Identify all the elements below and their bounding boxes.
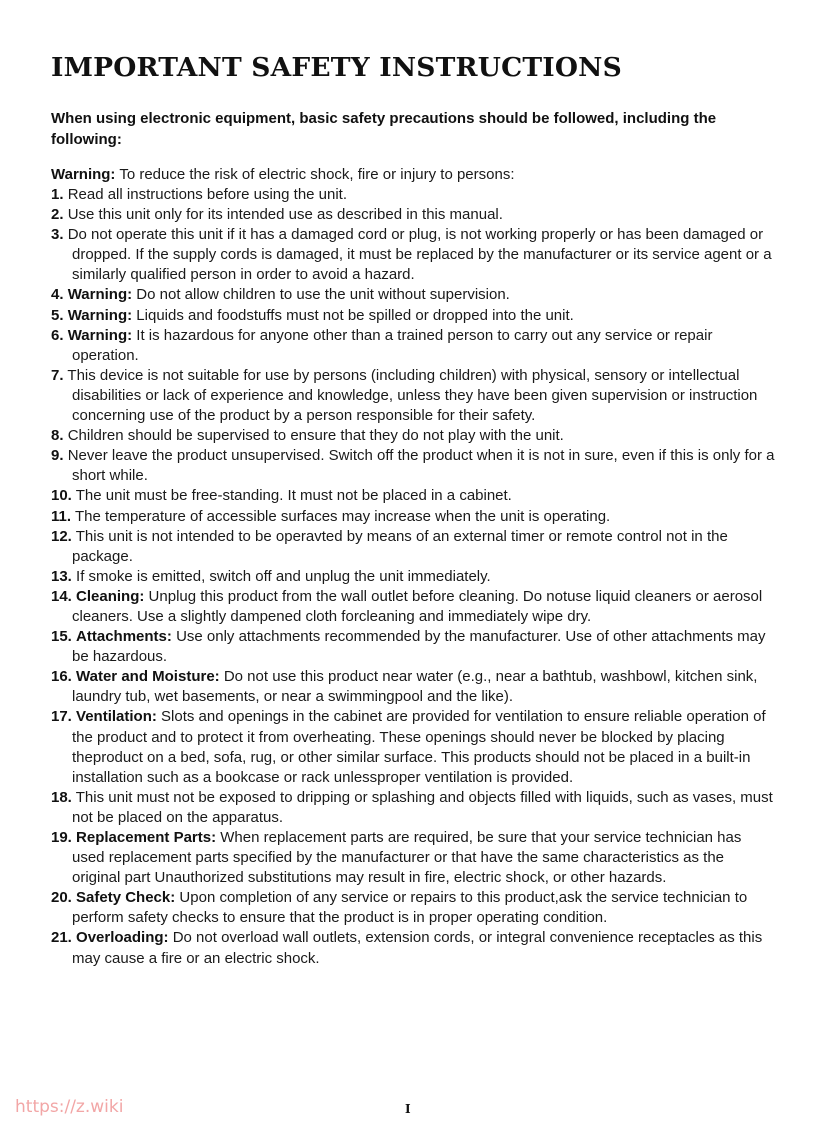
item-text: This device is not suitable for use by persons (including children) with physical, sensory or intellectual disabilities or lack of experience and knowledge, unless they have been given supervision or instruction concerning use of the product by a person responsible for their safety. xyxy=(67,366,758,425)
item-text: Slots and openings in the cabinet are provided for ventilation to ensure reliable operation of the product and to protect it from overheating. These openings should never be blocked by placing theproduct on a bed, sofa, rug, or other similar surface. This products should not be placed in a built-in installation such as a bookcase or rack unlessproper ventilation is provided. xyxy=(72,708,766,786)
item-number: 12. xyxy=(51,527,72,545)
item-text: The unit must be free-standing. It must not be placed in a cabinet. xyxy=(75,487,512,505)
item-number: 3. xyxy=(51,226,64,244)
instruction-item xyxy=(51,366,776,426)
instruction-item xyxy=(51,185,776,205)
document-page xyxy=(51,50,776,969)
instruction-item xyxy=(51,306,776,326)
item-number: 16. xyxy=(51,668,72,686)
item-text: Do not use this product near water (e.g., near a bathtub, washbowl, kitchen sink, laundry tub, wet basements, or near a swimmingpool and the like). xyxy=(72,668,758,706)
instruction-item xyxy=(51,788,776,828)
item-number: 9. xyxy=(51,447,64,465)
instruction-item xyxy=(51,426,776,446)
item-text: Use only attachments recommended by the manufacturer. Use of other attachments may be hazardous. xyxy=(72,628,766,666)
instruction-list xyxy=(51,185,776,969)
item-label: Safety Check: xyxy=(76,889,176,907)
item-number: 14. xyxy=(51,587,72,605)
item-number: 15. xyxy=(51,628,72,646)
item-number: 7. xyxy=(51,366,64,384)
item-label: Overloading: xyxy=(76,929,169,947)
instruction-item xyxy=(51,205,776,225)
instruction-item xyxy=(51,486,776,506)
item-text: Use this unit only for its intended use as described in this manual. xyxy=(67,206,503,224)
item-text: This unit must not be exposed to dripping or splashing and objects filled with liquids, such as vases, must not be placed on the apparatus. xyxy=(72,788,773,826)
item-text: It is hazardous for anyone other than a trained person to carry out any service or repair operation. xyxy=(72,326,713,364)
warning-lead xyxy=(51,165,776,185)
footer-link[interactable]: https://z.wiki xyxy=(15,1097,124,1117)
instruction-item xyxy=(51,326,776,366)
item-text: This unit is not intended to be operavted by means of an external timer or remote control not in the package. xyxy=(72,527,728,565)
item-number: 2. xyxy=(51,206,64,224)
item-text: Upon completion of any service or repairs to this product,ask the service technician to perform safety checks to ensure that the product is in proper operating condition. xyxy=(72,889,748,927)
instruction-item xyxy=(51,888,776,928)
item-number: 17. xyxy=(51,708,72,726)
instruction-item xyxy=(51,507,776,527)
item-number: 5. xyxy=(51,306,64,324)
item-number: 4. xyxy=(51,286,64,304)
page-number: I xyxy=(405,1102,411,1116)
item-label: Replacement Parts: xyxy=(76,829,217,846)
item-number: 18. xyxy=(51,788,72,806)
item-number: 20. xyxy=(51,889,72,907)
item-label: Attachments: xyxy=(76,628,172,646)
item-text: Do not overload wall outlets, extension cords, or integral convenience receptacles as this may cause a fire or an electric shock. xyxy=(72,929,763,967)
instruction-item xyxy=(51,567,776,587)
item-number: 10. xyxy=(51,487,72,505)
warning-text: To reduce the risk of electric shock, fire or injury to persons: xyxy=(115,166,515,183)
item-text: Liquids and foodstuffs must not be spilled or dropped into the unit. xyxy=(136,306,574,324)
item-text: Do not allow children to use the unit without supervision. xyxy=(136,286,510,304)
item-number: 6. xyxy=(51,326,64,344)
item-text: Children should be supervised to ensure that they do not play with the unit. xyxy=(67,427,564,445)
item-text: Read all instructions before using the unit. xyxy=(67,186,348,203)
item-text: Unplug this product from the wall outlet before cleaning. Do notuse liquid cleaners or aerosol cleaners. Use a slightly dampened cloth forcleaning and immediately wipe dry. xyxy=(72,587,763,625)
warning-label: Warning: xyxy=(51,166,116,183)
instruction-item xyxy=(51,285,776,305)
page-title: IMPORTANT SAFETY INSTRUCTIONS xyxy=(51,52,622,83)
item-number: 11. xyxy=(51,507,72,525)
item-label: Warning: xyxy=(67,286,133,304)
instruction-item xyxy=(51,707,776,787)
item-number: 8. xyxy=(51,427,64,445)
instruction-item xyxy=(51,225,776,285)
item-text: The temperature of accessible surfaces may increase when the unit is operating. xyxy=(74,507,611,525)
instruction-item xyxy=(51,587,776,627)
item-number: 19. xyxy=(51,829,72,846)
item-label: Ventilation: xyxy=(76,708,157,726)
item-label: Water and Moisture: xyxy=(76,668,220,686)
instruction-item xyxy=(51,828,776,888)
item-label: Warning: xyxy=(67,326,133,344)
item-text: Never leave the product unsupervised. Switch off the product when it is not in sure, even if this is only for a short while. xyxy=(67,447,775,485)
item-number: 13. xyxy=(51,567,72,585)
instruction-item xyxy=(51,627,776,667)
item-label: Warning: xyxy=(67,306,133,324)
item-text: Do not operate this unit if it has a damaged cord or plug, is not working properly or has been damaged or dropped. If the supply cords is damaged, it must be replaced by the manufacturer or its service agent or a similarly qualified person in order to avoid a hazard. xyxy=(67,226,772,284)
intro-paragraph: When using electronic equipment, basic safety precautions should be followed, including the following: xyxy=(51,110,717,148)
item-text: When replacement parts are required, be sure that your service technician has used replacement parts specified by the manufacturer or that have the same characteristics as the original part Unauthorized substitutions may result in fire, electric shock, or other hazards. xyxy=(72,829,742,887)
instruction-item xyxy=(51,527,776,567)
item-number: 21. xyxy=(51,929,72,947)
item-text: If smoke is emitted, switch off and unplug the unit immediately. xyxy=(76,567,491,585)
item-label: Cleaning: xyxy=(76,587,145,605)
instruction-item xyxy=(51,667,776,707)
item-number: 1. xyxy=(51,186,64,203)
instruction-item xyxy=(51,928,776,968)
instruction-item xyxy=(51,446,776,486)
